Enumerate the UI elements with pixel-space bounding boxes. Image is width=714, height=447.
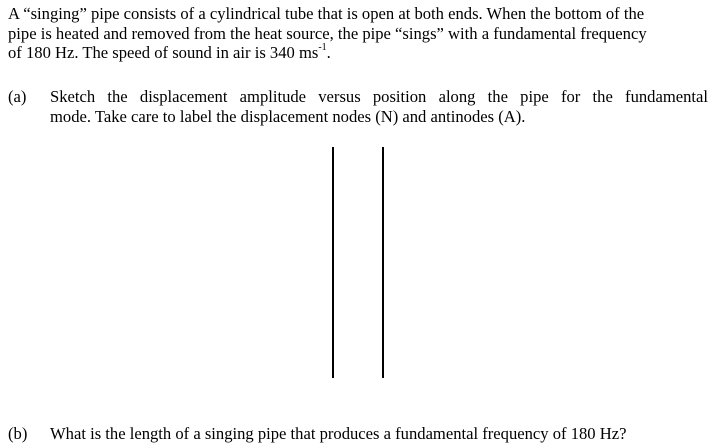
unit-exponent: -1	[318, 42, 327, 54]
problem-intro	[8, 4, 708, 63]
intro-line-3-text: of 180 Hz. The speed of sound in air is 340 ms	[8, 43, 319, 62]
question-a-line-1: Sketch the displacement amplitude versus position along the pipe for the fundamental	[50, 87, 708, 106]
question-a-label: (a)	[8, 87, 27, 106]
pipe-right-wall	[382, 147, 384, 378]
pipe-left-wall	[332, 147, 334, 378]
intro-line-2: pipe is heated and removed from the heat source, the pipe “sings” with a fundamental frequency	[8, 23, 647, 43]
intro-line-3-end: .	[326, 43, 331, 62]
intro-line-3	[8, 43, 708, 63]
question-b-label: (b)	[8, 424, 28, 443]
question-a-text	[50, 87, 708, 126]
intro-line-1: A “singing” pipe consists of a cylindrical tube that is open at both ends. When the bottom of the	[8, 4, 645, 23]
question-b-text: What is the length of a singing pipe that produces a fundamental frequency of 180 Hz?	[50, 424, 627, 443]
question-a-line-2: mode. Take care to label the displacement nodes (N) and antinodes (A).	[50, 106, 526, 126]
